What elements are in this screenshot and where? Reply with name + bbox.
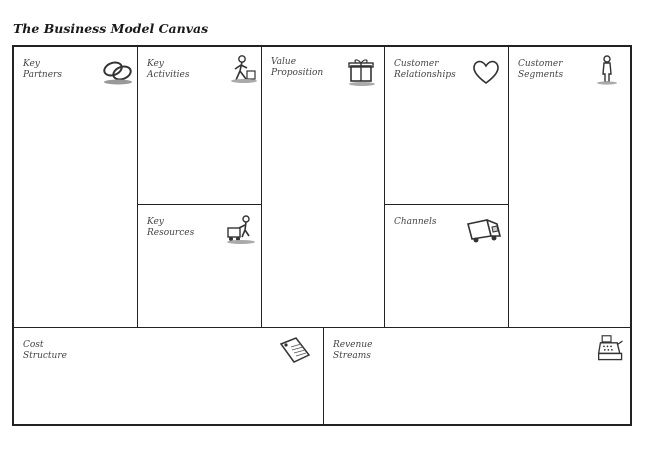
- chain-links-icon: [100, 56, 134, 86]
- cash-register-icon: [594, 334, 628, 364]
- price-tag-icon: [278, 335, 312, 365]
- block-label: Key Resources: [147, 217, 195, 238]
- delivery-truck-icon: [465, 215, 503, 245]
- worker-icon: [226, 54, 260, 84]
- block-label: Key Partners: [23, 59, 62, 80]
- block-label: Revenue Streams: [333, 340, 373, 361]
- block-channels[interactable]: [385, 205, 509, 328]
- block-label: Key Activities: [147, 59, 190, 80]
- block-key-resources[interactable]: [138, 205, 262, 328]
- worker-with-cart-icon: [224, 215, 258, 245]
- block-key-activities[interactable]: [138, 47, 262, 205]
- block-label: Channels: [394, 217, 437, 227]
- block-customer-relationships[interactable]: [385, 47, 509, 205]
- block-revenue-streams[interactable]: [324, 328, 630, 424]
- gift-box-icon: [345, 57, 379, 87]
- page-title: The Business Model Canvas: [13, 21, 209, 36]
- person-icon: [593, 55, 621, 85]
- block-label: Cost Structure: [23, 340, 67, 361]
- block-label: Customer Relationships: [394, 59, 456, 80]
- business-model-canvas: [12, 45, 632, 426]
- block-cost-structure[interactable]: [14, 328, 324, 424]
- heart-icon: [469, 57, 503, 87]
- block-customer-segments[interactable]: [509, 47, 630, 328]
- block-value-proposition[interactable]: [262, 47, 385, 328]
- block-label: Value Proposition: [271, 57, 324, 78]
- block-key-partners[interactable]: [14, 47, 138, 328]
- block-label: Customer Segments: [518, 59, 564, 80]
